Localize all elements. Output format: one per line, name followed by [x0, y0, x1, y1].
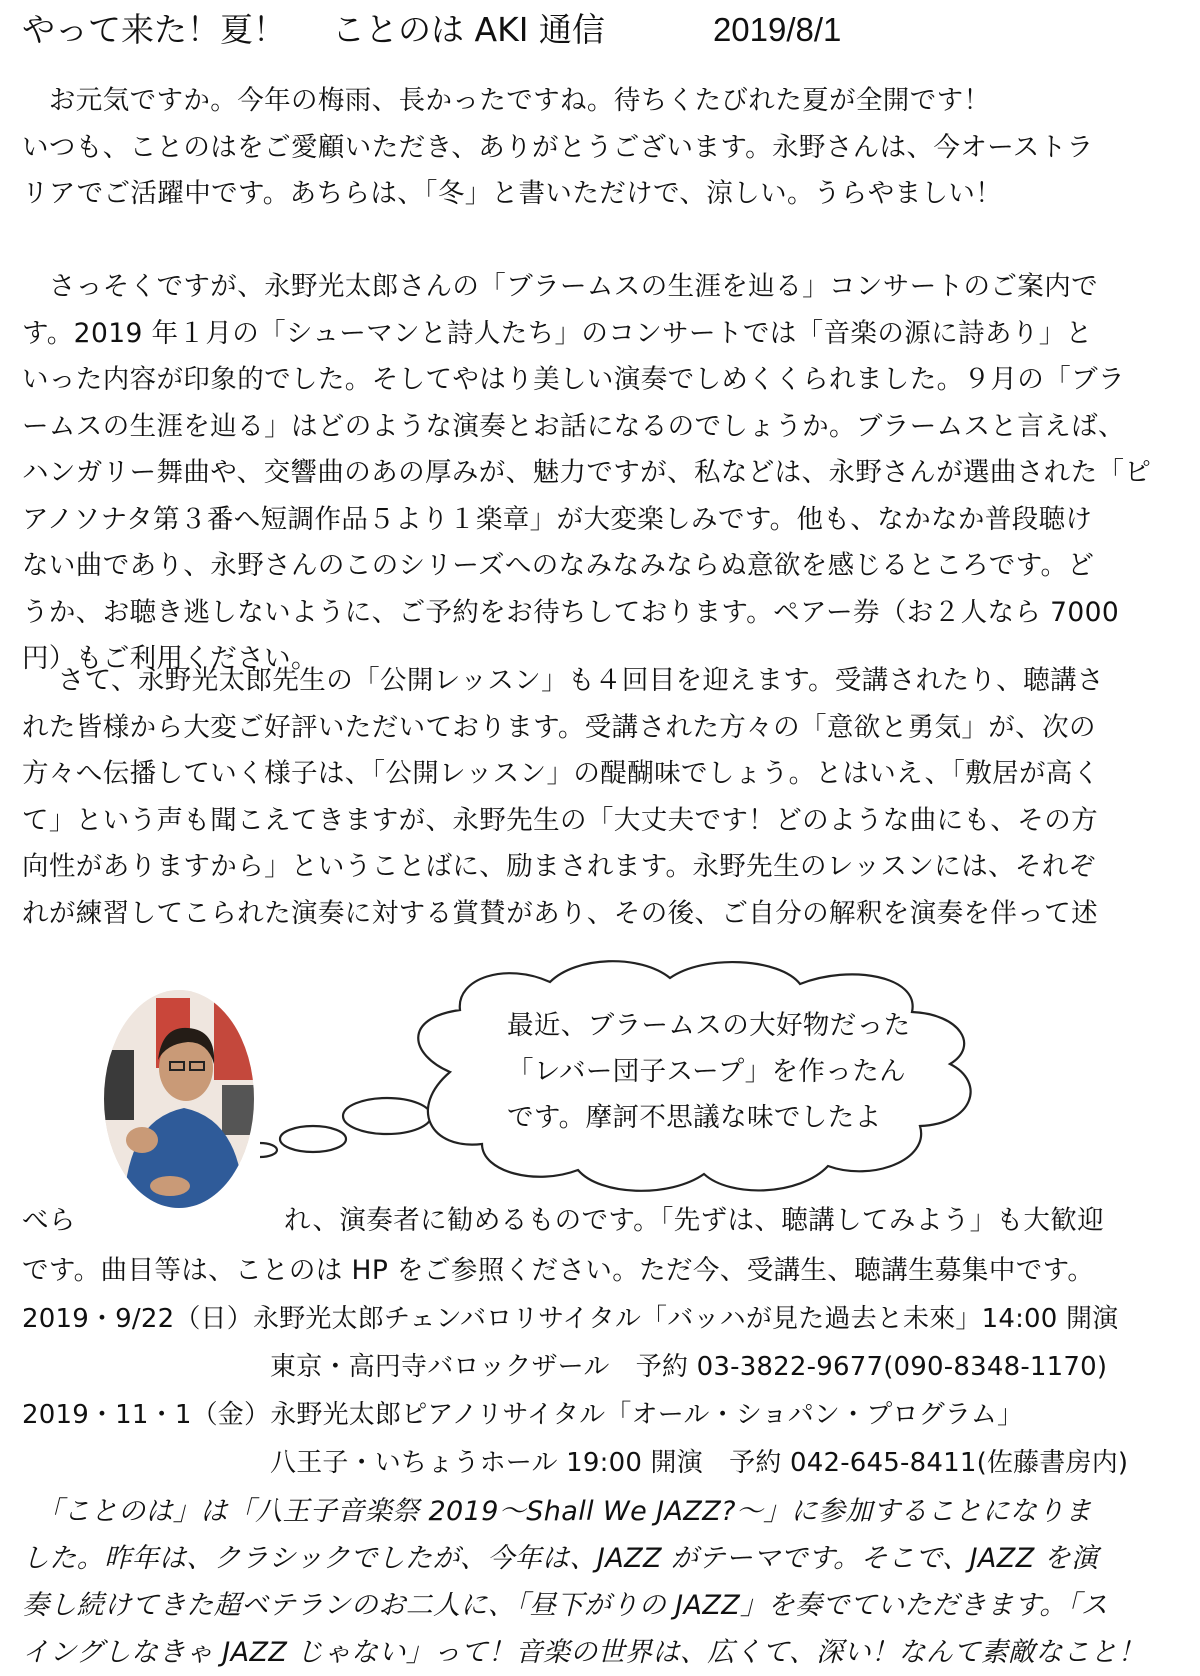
- thought-bubble-text: 最近、ブラームスの大好物だった 「レバー団子スープ」を作ったん です。摩訶不思議な味でしたよ: [507, 1010, 911, 1133]
- lesson-paragraph: さて、永野光太郎先生の「公開レッスン」も４回目を迎えます。受講されたり、聴講さ れた皆様から大変ご好評いただいております。受講された方々の「意欲と勇気」が、次の 方々へ伝播していく様子は、「公開レッスン」の醍醐味でしょう。とはいえ、「敷居が高く て」という声も聞こえてきますが、永野先生の「大丈夫です！どのような曲にも、その方 向性がありますから」ということばに、励まされます。永野先生のレッスンには、それぞ れが練習してこられた演奏に対する賞賛があり、その後、ご自分の解釈を演奏を伴って述: [22, 665, 1104, 929]
- lesson-continuation-line2: です。曲目等は、ことのは HP をご参照ください。ただ今、受講生、聴講生募集中です。: [22, 1255, 1095, 1286]
- header-title-newsletter: ことのは AKI 通信: [332, 10, 605, 49]
- teacher-photo: [104, 990, 254, 1208]
- event-piano-recital: 2019・11・1（金）永野光太郎ピアノリサイタル「オール・ショパン・プログラム」: [22, 1400, 1024, 1430]
- event-piano-venue: 八王子・いちょうホール 19:00 開演 予約 042-645-8411(佐藤書房内): [270, 1448, 1129, 1478]
- greeting-paragraph: お元気ですか。今年の梅雨、長かったですね。待ちくたびれた夏が全開です！ いつも、ことのはをご愛顧いただき、ありがとうございます。永野さんは、今オーストラ リアでご活躍中です。あちらは、「冬」と書いただけで、涼しい。うらやましい！: [22, 85, 1094, 209]
- header-title-left: やって来た！夏！: [22, 10, 286, 49]
- jazz-festival-paragraph: 「ことのは」は「八王子音楽祭 2019～Shall We JAZZ?～」に参加することになりま した。昨年は、クラシックでしたが、今年は、JAZZ がテーマです。そこで、JAZZ を演 奏し続けてきた超ベテランのお二人に、「昼下がりの JAZZ」を奏でていただきます。「ス イングしなきゃ JAZZ じゃない」って！音楽の世界は、広くて、深い！なんて素敵なこと！: [22, 1496, 1146, 1668]
- newsletter-header: [22, 8, 841, 52]
- lesson-continuation-left: べら: [22, 1205, 76, 1236]
- event-harpsichord-venue: 東京・高円寺バロックザール 予約 03-3822-9677(090-8348-1170): [270, 1352, 1108, 1382]
- event-harpsichord-recital: 2019・9/22（日）永野光太郎チェンバロリサイタル「バッハが見た過去と未來」14:00 開演: [22, 1304, 1119, 1334]
- header-date: 2019/8/1: [712, 11, 842, 48]
- concert-paragraph: さっそくですが、永野光太郎さんの「ブラームスの生涯を辿る」コンサートのご案内で す。2019 年１月の「シューマンと詩人たち」のコンサートでは「音楽の源に詩あり」と いった内容が印象的でした。そしてやはり美しい演奏でしめくくられました。９月の「ブラ ームスの生涯を辿る」はどのような演奏とお話になるのでしょうか。ブラームスと言えば、 ハンガリー舞曲や、交響曲のあの厚みが、魅力ですが、私などは、永野さんが選曲された「ピ アノソナタ第３番へ短調作品５より１楽章」が大変楽しみです。他も、なかなか普段聴け ない曲であり、永野さんのこのシリーズへのなみなみならぬ意欲を感じるところです。ど うか、お聴き逃しないように、ご予約をお待ちしております。ペアー券（お２人なら 7000 円）もご利用ください。: [22, 271, 1152, 674]
- lesson-continuation-right: れ、演奏者に勧めるものです。「先ずは、聴講してみよう」も大歓迎: [284, 1205, 1105, 1236]
